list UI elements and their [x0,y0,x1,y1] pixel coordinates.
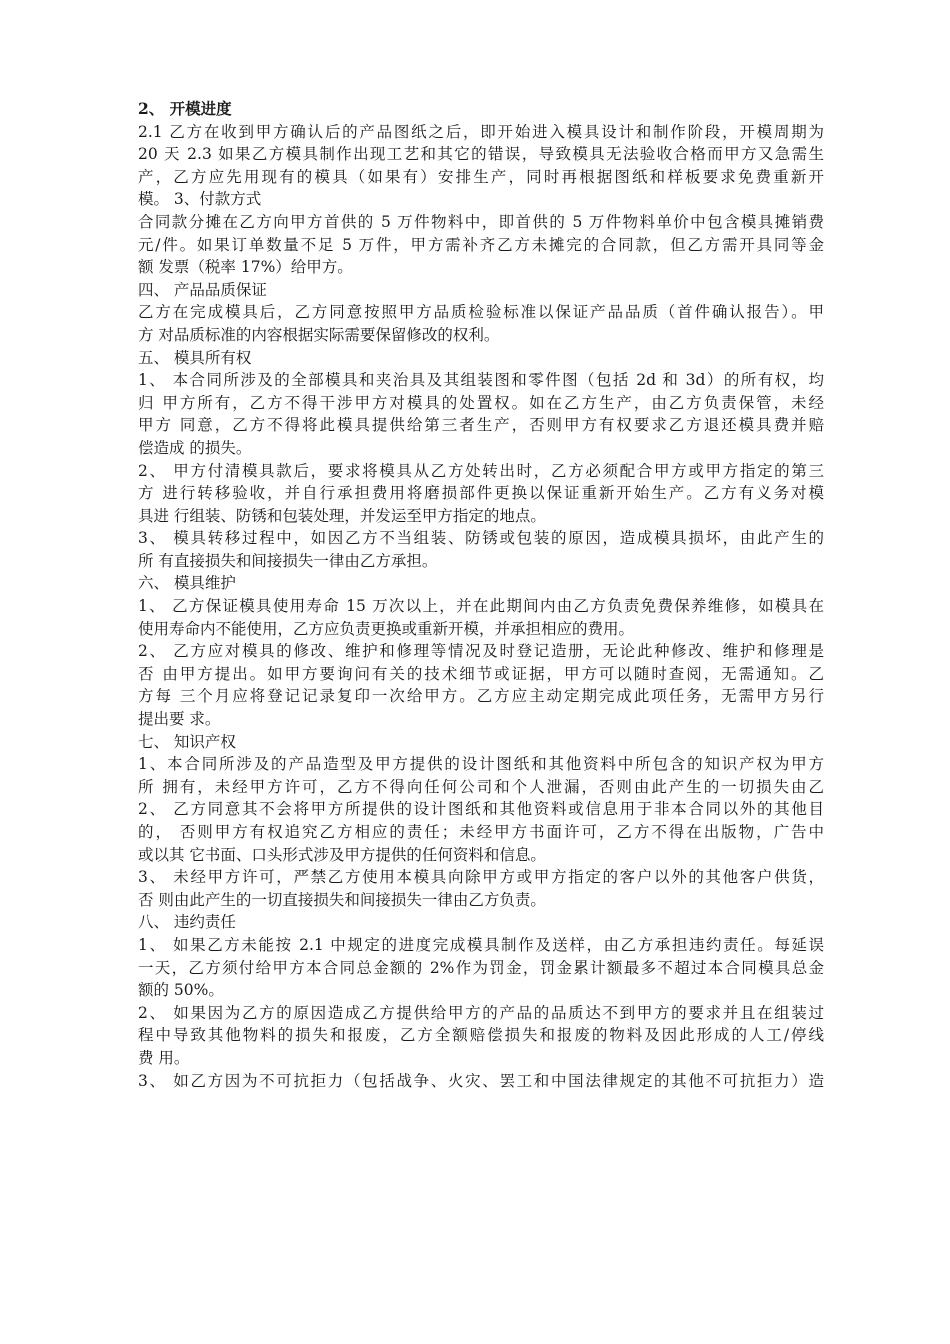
section-heading-mold-maintenance: 六、 模具维护 [138,574,236,593]
paragraph-line: 合同款分摊在乙方向甲方首供的 5 万件物料中，即首供的 5 万件物料单价中包含模具摊销费 [138,212,824,231]
paragraph-line: 3、 模具转移过程中，如因乙方不当组装、防锈或包装的原因，造成模具损坏，由此产生的 [138,529,824,548]
paragraph-line: 1、本合同所涉及的产品造型及甲方提供的设计图纸和其他资料中所包含的知识产权为甲方 [138,755,824,774]
paragraph-line: 额的 50%。 [138,981,224,1000]
paragraph-line: 归 甲方所有，乙方不得干涉甲方对模具的处置权。如在乙方生产，由乙方负责保管，未经 [138,393,824,412]
paragraph-line: 2.1 乙方在收到甲方确认后的产品图纸之后，即开始进入模具设计和制作阶段，开模周期为 [138,122,824,141]
paragraph-line: 20 天 2.3 如果乙方模具制作出现工艺和其它的错误，导致模具无法验收合格而甲方又急需生 [138,145,824,164]
section-heading-liability: 八、 违约责任 [138,913,236,932]
paragraph-line: 乙方在完成模具后，乙方同意按照甲方品质检验标准以保证产品品质（首件确认报告）。甲 [138,303,824,322]
paragraph-line: 3、 如乙方因为不可抗拒力（包括战争、火灾、罢工和中国法律规定的其他不可抗拒力）造 [138,1071,824,1090]
paragraph-line: 2、 甲方付清模具款后，要求将模具从乙方处转出时，乙方必须配合甲方或甲方指定的第三 [138,461,824,480]
paragraph-line: 所 有直接损失和间接损失一律由乙方承担。 [138,551,438,570]
paragraph-line: 1、 如果乙方未能按 2.1 中规定的进度完成模具制作及送样，由乙方承担违约责任。每延误 [138,935,824,954]
paragraph-line: 额 发票（税率 17%）给甲方。 [138,258,353,277]
paragraph-line: 2、 乙方应对模具的修改、维护和修理等情况及时登记造册，无论此种修改、维护和修理是 [138,642,824,661]
paragraph-line: 偿造成 的损失。 [138,438,252,457]
paragraph-line: 所 拥有，未经甲方许可，乙方不得向任何公司和个人泄漏，否则由此产生的一切损失由乙 [138,777,824,796]
paragraph-line: 甲方 同意，乙方不得将此模具提供给第三者生产，否则甲方有权要求乙方退还模具费并赔 [138,416,824,435]
section-heading-mold-progress: 2、 开模进度 [138,99,232,118]
section-heading-mold-ownership: 五、 模具所有权 [138,348,252,367]
section-heading-quality: 四、 产品品质保证 [138,280,267,299]
contract-document-body [138,98,824,1092]
paragraph-line: 方 进行转移验收，并自行承担费用将磨损部件更换以保证重新开始生产。乙方有义务对模 [138,484,824,503]
paragraph-line: 程中导致其他物料的损失和报废，乙方全额赔偿损失和报废的物料及因此形成的人工/停线 [138,1026,824,1045]
paragraph-line: 产，乙方应先用现有的模具（如果有）安排生产，同时再根据图纸和样板要求免费重新开 [138,167,824,186]
paragraph-line: 否 则由此产生的一切直接损失和间接损失一律由乙方负责。 [138,890,546,909]
paragraph-line: 提出要 求。 [138,710,221,729]
paragraph-line: 2、 乙方同意其不会将甲方所提供的设计图纸和其他资料或信息用于非本合同以外的其他目 [138,800,824,819]
paragraph-line: 费 用。 [138,1048,190,1067]
paragraph-line: 一天，乙方须付给甲方本合同总金额的 2%作为罚金，罚金累计额最多不超过本合同模具总金 [138,958,824,977]
paragraph-line: 模。 3、付款方式 [138,190,262,209]
paragraph-line: 1、 乙方保证模具使用寿命 15 万次以上，并在此期间内由乙方负责免费保养维修，如模具在 [138,597,824,616]
paragraph-line: 否 由甲方提出。如甲方要询问有关的技术细节或证据，甲方可以随时查阅，无需通知。乙 [138,664,824,683]
paragraph-line: 方 对品质标准的内容根据实际需要保留修改的权利。 [138,325,500,344]
section-heading-ip: 七、 知识产权 [138,732,236,751]
paragraph-line: 2、 如果因为乙方的原因造成乙方提供给甲方的产品的品质达不到甲方的要求并且在组装过 [138,1003,824,1022]
paragraph-line: 具进 行组装、防锈和包装处理，并发运至甲方指定的地点。 [138,506,546,525]
paragraph-line: 3、 未经甲方许可，严禁乙方使用本模具向除甲方或甲方指定的客户以外的其他客户供货， [138,868,824,887]
paragraph-line: 方每 三个月应将登记记录复印一次给甲方。乙方应主动定期完成此项任务，无需甲方另行 [138,687,824,706]
paragraph-line: 使用寿命内不能使用，乙方应负责更换或重新开模，并承担相应的费用。 [138,619,635,638]
paragraph-line: 1、 本合同所涉及的全部模具和夹治具及其组装图和零件图（包括 2d 和 3d）的所有权，均 [138,371,824,390]
paragraph-line: 的， 否则甲方有权追究乙方相应的责任；未经甲方书面许可，乙方不得在出版物，广告中 [138,823,824,841]
paragraph-line: 元/件。如果订单数量不足 5 万件，甲方需补齐乙方未摊完的合同款，但乙方需开具同等金 [138,235,824,254]
paragraph-line: 或以其 它书面、口头形式涉及甲方提供的任何资料和信息。 [138,845,546,864]
